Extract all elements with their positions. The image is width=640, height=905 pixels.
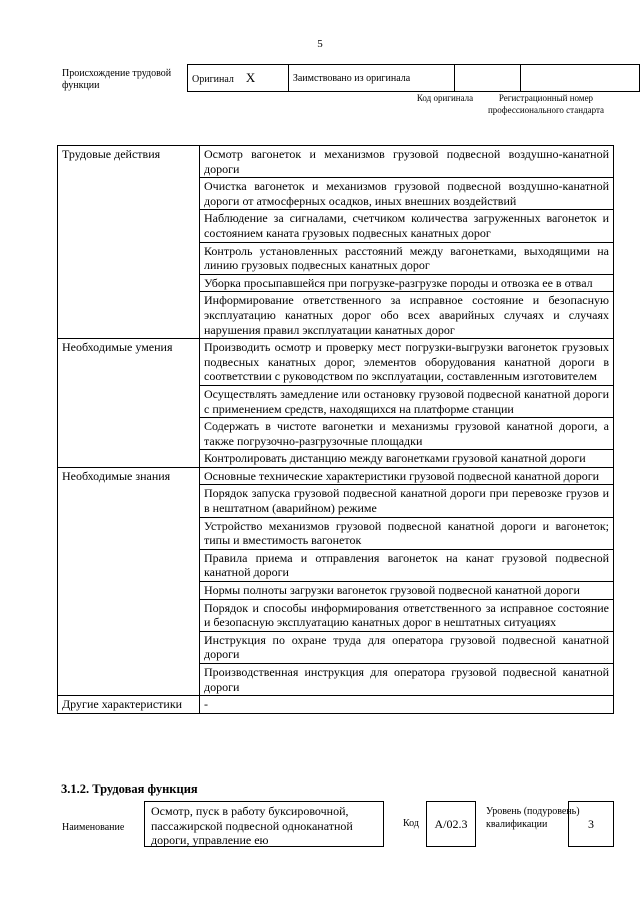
origin-label: Происхождение трудовой функции <box>62 68 172 91</box>
original-mark: X <box>245 70 256 85</box>
original-cell <box>188 65 289 92</box>
table-cell: Осуществлять замедление или остановку грузовой подвесной канатной дороги с применением средств, находящихся на платформе станции <box>200 385 614 417</box>
table-cell: Правила приема и отправления вагонеток на канат грузовой подвесной канатной дороги <box>200 549 614 581</box>
category-label: Необходимые умения <box>58 339 200 468</box>
category-label: Необходимые знания <box>58 467 200 695</box>
borrowed-cell <box>288 65 454 92</box>
code-label: Код <box>403 818 419 829</box>
table-cell: Порядок запуска грузовой подвесной канатной дороги при перевозке грузов и в нештатном (аварийном) режиме <box>200 485 614 517</box>
name-value: Осмотр, пуск в работу буксировочной, пассажирской подвесной одноканатной дороги, управление ею <box>144 801 384 847</box>
table-row <box>58 696 614 714</box>
page-number: 5 <box>317 38 323 50</box>
category-label: Другие характеристики <box>58 696 200 714</box>
function-table <box>57 145 614 714</box>
borrowed-label: Заимствовано из оригинала <box>292 72 411 84</box>
table-cell: Инструкция по охране труда для оператора грузовой подвесной канатной дороги <box>200 631 614 663</box>
table-cell: Информирование ответственного за исправное состояние и безопасную эксплуатацию канатных дорог обо всех аварийных случаях и случаях нарушения правил эксплуатации канатных дорог <box>200 292 614 339</box>
table-cell: Основные технические характеристики грузовой подвесной канатной дороги <box>200 467 614 485</box>
table-cell: Производственная инструкция для оператора грузовой подвесной канатной дороги <box>200 664 614 696</box>
level-value: 3 <box>568 801 614 847</box>
name-label: Наименование <box>62 822 125 833</box>
category-label: Трудовые действия <box>58 146 200 339</box>
table-row <box>58 146 614 178</box>
section-heading: 3.1.2. Трудовая функция <box>61 782 198 796</box>
table-cell: Очистка вагонеток и механизмов грузовой подвесной воздушно-канатной дороги от атмосферных осадков, иных внешних воздействий <box>200 178 614 210</box>
table-cell: Уборка просыпавшейся при погрузке-разгрузке породы и отвозка ее в отвал <box>200 274 614 292</box>
table-cell: Производить осмотр и проверку мест погрузки-выгрузки вагонеток грузовых подвесных канатных дорог, элементов оборудования канатной дороги в соответствии с руководством по эксплуатации, составленным изготовителем <box>200 339 614 386</box>
table-cell: Наблюдение за сигналами, счетчиком количества загруженных вагонеток и состоянием каната грузовых подвесных канатных дорог <box>200 210 614 242</box>
code-caption: Код оригинала <box>416 93 474 103</box>
table-cell: Нормы полноты загрузки вагонеток грузовой подвесной канатной дороги <box>200 582 614 600</box>
reg-caption: Регистрационный номер профессионального стандарта <box>487 93 605 115</box>
level-label: Уровень (подуровень) квалификации <box>486 806 580 830</box>
table-row <box>58 339 614 386</box>
table-cell: Порядок и способы информирования ответственного за исправное состояние и безопасную эксплуатацию канатных дорог в нештатных ситуациях <box>200 599 614 631</box>
table-cell: Контроль установленных расстояний между вагонетками, выходящими на линию грузовых подвесных канатных дорог <box>200 242 614 274</box>
reg-number-cell <box>521 65 640 92</box>
table-cell: Контролировать дистанцию между вагонетками грузовой канатной дороги <box>200 450 614 468</box>
table-cell: Устройство механизмов грузовой подвесной канатной дороги и вагонеток; типы и вместимость вагонеток <box>200 517 614 549</box>
table-row <box>58 467 614 485</box>
origin-box <box>187 64 640 92</box>
original-label: Оригинал <box>192 74 234 85</box>
original-code-cell <box>454 65 521 92</box>
table-cell: Содержать в чистоте вагонетки и механизмы грузовой канатной дороги, а также погрузочно-разгрузочные площадки <box>200 418 614 450</box>
table-cell: - <box>200 696 614 714</box>
code-value: А/02.3 <box>426 801 476 847</box>
table-cell: Осмотр вагонеток и механизмов грузовой подвесной воздушно-канатной дороги <box>200 146 614 178</box>
